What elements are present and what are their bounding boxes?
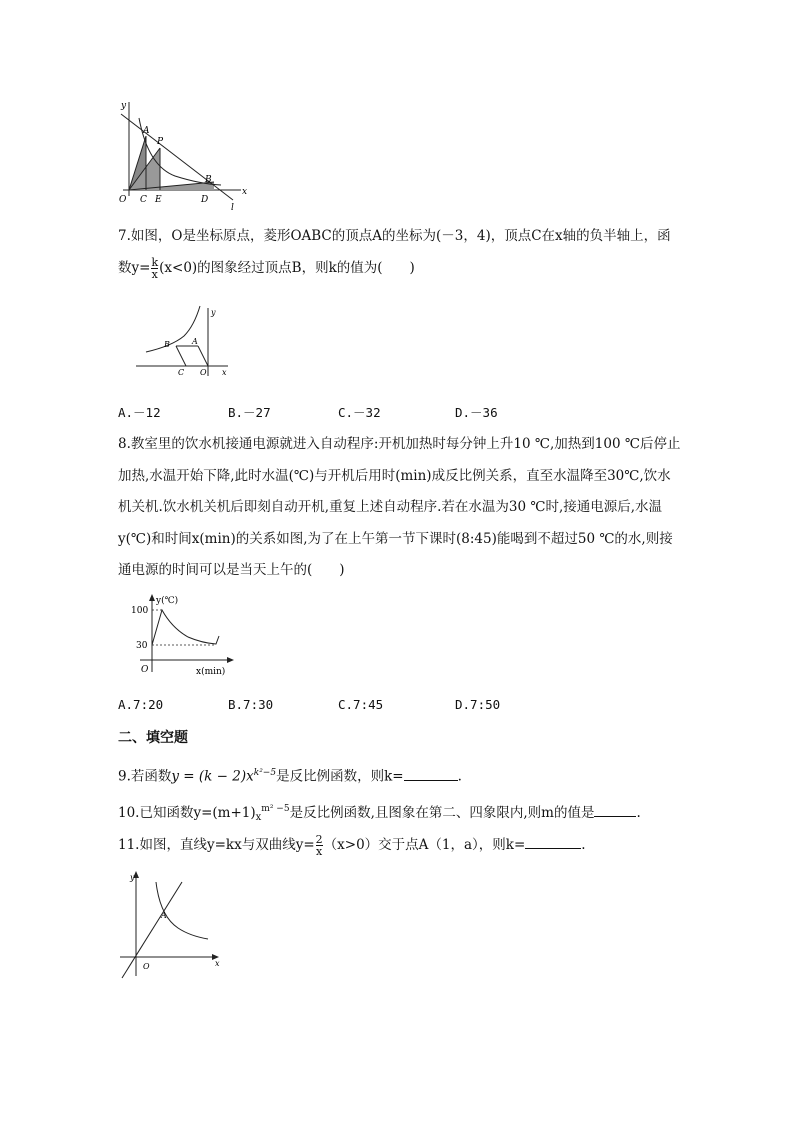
q9-line	[118, 763, 462, 787]
label-c: C	[140, 195, 147, 205]
q7-option-c[interactable]: C.－32	[338, 405, 381, 420]
q10-pre: 10.已知函数y=(m+1)	[118, 805, 256, 821]
q7-label-y: y	[211, 308, 216, 317]
q11-fraction	[316, 834, 323, 857]
label-x: x	[242, 187, 248, 197]
q11-label-a: A	[161, 911, 167, 920]
q9-function: y = (k − 2)x	[171, 768, 254, 785]
label-e: E	[155, 195, 162, 205]
q8-line3: 机关机.饮水机关机后即刻自动开机,重复上述自动程序.若在水温为30 ℃时,接通电源后,水温	[118, 499, 663, 515]
label-l: l	[231, 203, 234, 213]
label-a: A	[143, 126, 150, 136]
q7-label-a: A	[192, 337, 198, 346]
q7-label-c: C	[178, 368, 185, 377]
q8-x-arrow	[227, 657, 234, 663]
q9-exponent: k²−5	[253, 768, 277, 778]
q7-figure	[132, 302, 236, 380]
q8-figure	[128, 592, 240, 680]
q11-end: .	[581, 837, 586, 853]
q7-option-d[interactable]: D.－36	[455, 405, 498, 420]
q7-label-b: B	[164, 340, 170, 349]
q9-answer-blank[interactable]	[404, 780, 458, 781]
q11-numerator: 2	[315, 833, 323, 846]
q10-base: x	[255, 812, 262, 823]
q7-pre: 数y=	[118, 260, 151, 276]
q8-line1: 8.教室里的饮水机接通电源就进入自动程序:开机加热时每分钟上升10 ℃,加热到100 ℃后停止	[118, 436, 681, 452]
q11-label-x: x	[215, 959, 220, 968]
q11-line-kx	[122, 882, 182, 978]
q7-denominator: x	[151, 268, 158, 281]
q7-segment-bc	[176, 346, 186, 366]
section-heading-fill-in-blank: 二、填空题	[118, 730, 188, 746]
q8-label-x: x(min)	[196, 667, 226, 677]
q7-label-x: x	[222, 368, 227, 377]
label-o: O	[119, 195, 127, 205]
q8-line5: 通电源的时间可以是当天上午的( )	[118, 562, 345, 578]
label-d: D	[201, 195, 209, 205]
q7-line2	[118, 257, 415, 280]
label-y: y	[121, 101, 127, 111]
q8-label-y: y(℃)	[156, 596, 179, 606]
q7-segment-oa	[198, 346, 208, 366]
q8-tick-30: 30	[136, 641, 148, 651]
q11-answer-blank[interactable]	[525, 848, 581, 849]
q7-fraction	[151, 257, 158, 280]
q8-temperature-curve	[152, 610, 219, 645]
q8-line2: 加热,水温开始下降,此时水温(℃)与开机后用时(min)成反比例关系，直至水温降至30℃,饮水	[118, 468, 671, 484]
q8-y-arrow	[149, 594, 155, 601]
q10-post: 是反比例函数,且图象在第二、四象限内,则m的值是	[289, 805, 595, 821]
q9-post: 是反比例函数，则k=	[276, 768, 404, 785]
q10-line	[118, 799, 641, 828]
q11-line	[118, 834, 586, 857]
q11-post: （x>0）交于点A（1，a），则k=	[323, 837, 526, 853]
q10-exponent: m² −5	[261, 804, 290, 814]
q8-option-a[interactable]: A.7:20	[118, 697, 164, 712]
q8-tick-100: 100	[131, 606, 149, 616]
q7-option-b[interactable]: B.－27	[228, 405, 271, 420]
q8-option-c[interactable]: C.7:45	[338, 697, 384, 712]
q11-pre: 11.如图，直线y=kx与双曲线y=	[118, 837, 315, 853]
q7-option-a[interactable]: A.－12	[118, 405, 161, 420]
q7-label-o: O	[200, 368, 207, 377]
label-p: P	[157, 137, 164, 147]
q11-denominator: x	[316, 845, 323, 858]
q7-post: (x<0)的图象经过顶点B，则k的值为( )	[159, 260, 415, 276]
q8-label-o: O	[141, 665, 149, 675]
q8-option-b[interactable]: B.7:30	[228, 697, 274, 712]
q10-end: .	[636, 805, 641, 821]
q6-figure	[115, 96, 255, 214]
q11-label-y: y	[130, 873, 135, 882]
q10-answer-blank[interactable]	[594, 816, 636, 817]
q9-end: .	[457, 768, 462, 785]
q8-option-d[interactable]: D.7:50	[455, 697, 501, 712]
q7-line1: 7.如图，O是坐标原点，菱形OABC的顶点A的坐标为(－3，4)，顶点C在x轴的负半轴上，函	[118, 228, 671, 244]
q9-pre: 9.若函数	[118, 768, 172, 785]
q7-numerator: k	[151, 256, 159, 269]
q11-label-o: O	[143, 962, 150, 971]
label-b: B	[205, 175, 212, 185]
q11-figure	[116, 868, 224, 982]
q8-line4: y(℃)和时间x(min)的关系如图,为了在上午第一节下课时(8:45)能喝到不超过50 ℃的水,则接	[118, 531, 673, 547]
